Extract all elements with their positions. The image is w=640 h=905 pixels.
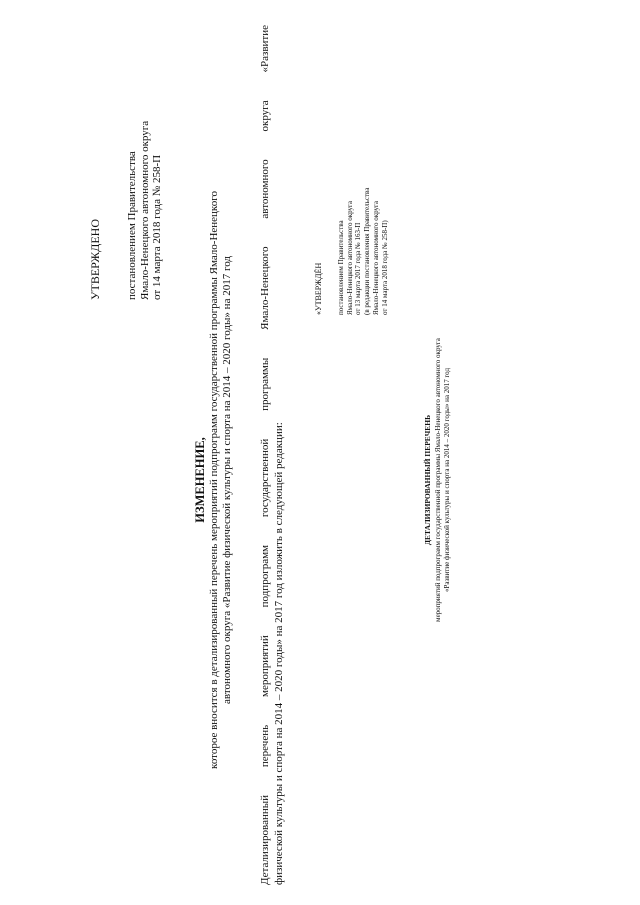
quoted-ordinance-line: от 14 марта 2018 года № 258-П) xyxy=(380,220,389,315)
approval-ordinance xyxy=(126,121,164,300)
quoted-ordinance-line: от 13 марта 2017 года № 163-П xyxy=(354,222,363,315)
ordinance-line: от 14 марта 2018 года № 258-П xyxy=(151,154,163,300)
change-subtitle-line: автономного округа «Развитие физической культуры и спорта на 2014 – 2020 годы» на 2017 год xyxy=(221,256,233,704)
quoted-ordinance-line: постановлением Правительства xyxy=(337,220,345,315)
detailed-list-title: ДЕТАЛИЗИРОВАННЫЙ ПЕРЕЧЕНЬ xyxy=(423,414,432,546)
quoted-ordinance xyxy=(337,188,389,315)
quoted-ordinance-line: (в редакции постановления Правительства xyxy=(363,187,372,315)
detailed-list-subtitle xyxy=(434,155,452,805)
quoted-ordinance-line: Ямало-Ненецкого автономного округа xyxy=(345,200,354,315)
body-line: Детализированный перечень мероприятий подпрограмм государственной программы Ямало-Ненецкого автономного округа «Развитие xyxy=(259,25,271,885)
approved-stamp: УТВЕРЖДЕНО xyxy=(88,218,102,300)
detailed-list-subtitle-line: мероприятий подпрограмм государственной программы Ямало-Ненецкого автономного округа xyxy=(434,338,442,622)
change-title: ИЗМЕНЕНИЕ, xyxy=(193,437,207,523)
change-subtitle-line: которое вносится в детализированный перечень мероприятий подпрограмм государственной программы Ямало-Ненецкого xyxy=(208,191,220,769)
body-paragraph xyxy=(258,25,286,885)
detailed-list-subtitle-line: «Развитие физической культуры и спорта на 2014 – 2020 годы» на 2017 год xyxy=(443,367,451,593)
quoted-ordinance-line: Ямало-Ненецкого автономного округа xyxy=(371,200,380,315)
ordinance-line: Ямало-Ненецкого автономного округа xyxy=(138,120,151,300)
quoted-approved-stamp: «УТВЕРЖДЁН xyxy=(314,262,323,315)
body-line: физической культуры и спорта на 2014 – 2020 годы» на 2017 год изложить в следующей редакции: xyxy=(273,422,285,885)
change-subtitle xyxy=(208,155,234,805)
ordinance-line: постановлением Правительства xyxy=(126,151,138,300)
